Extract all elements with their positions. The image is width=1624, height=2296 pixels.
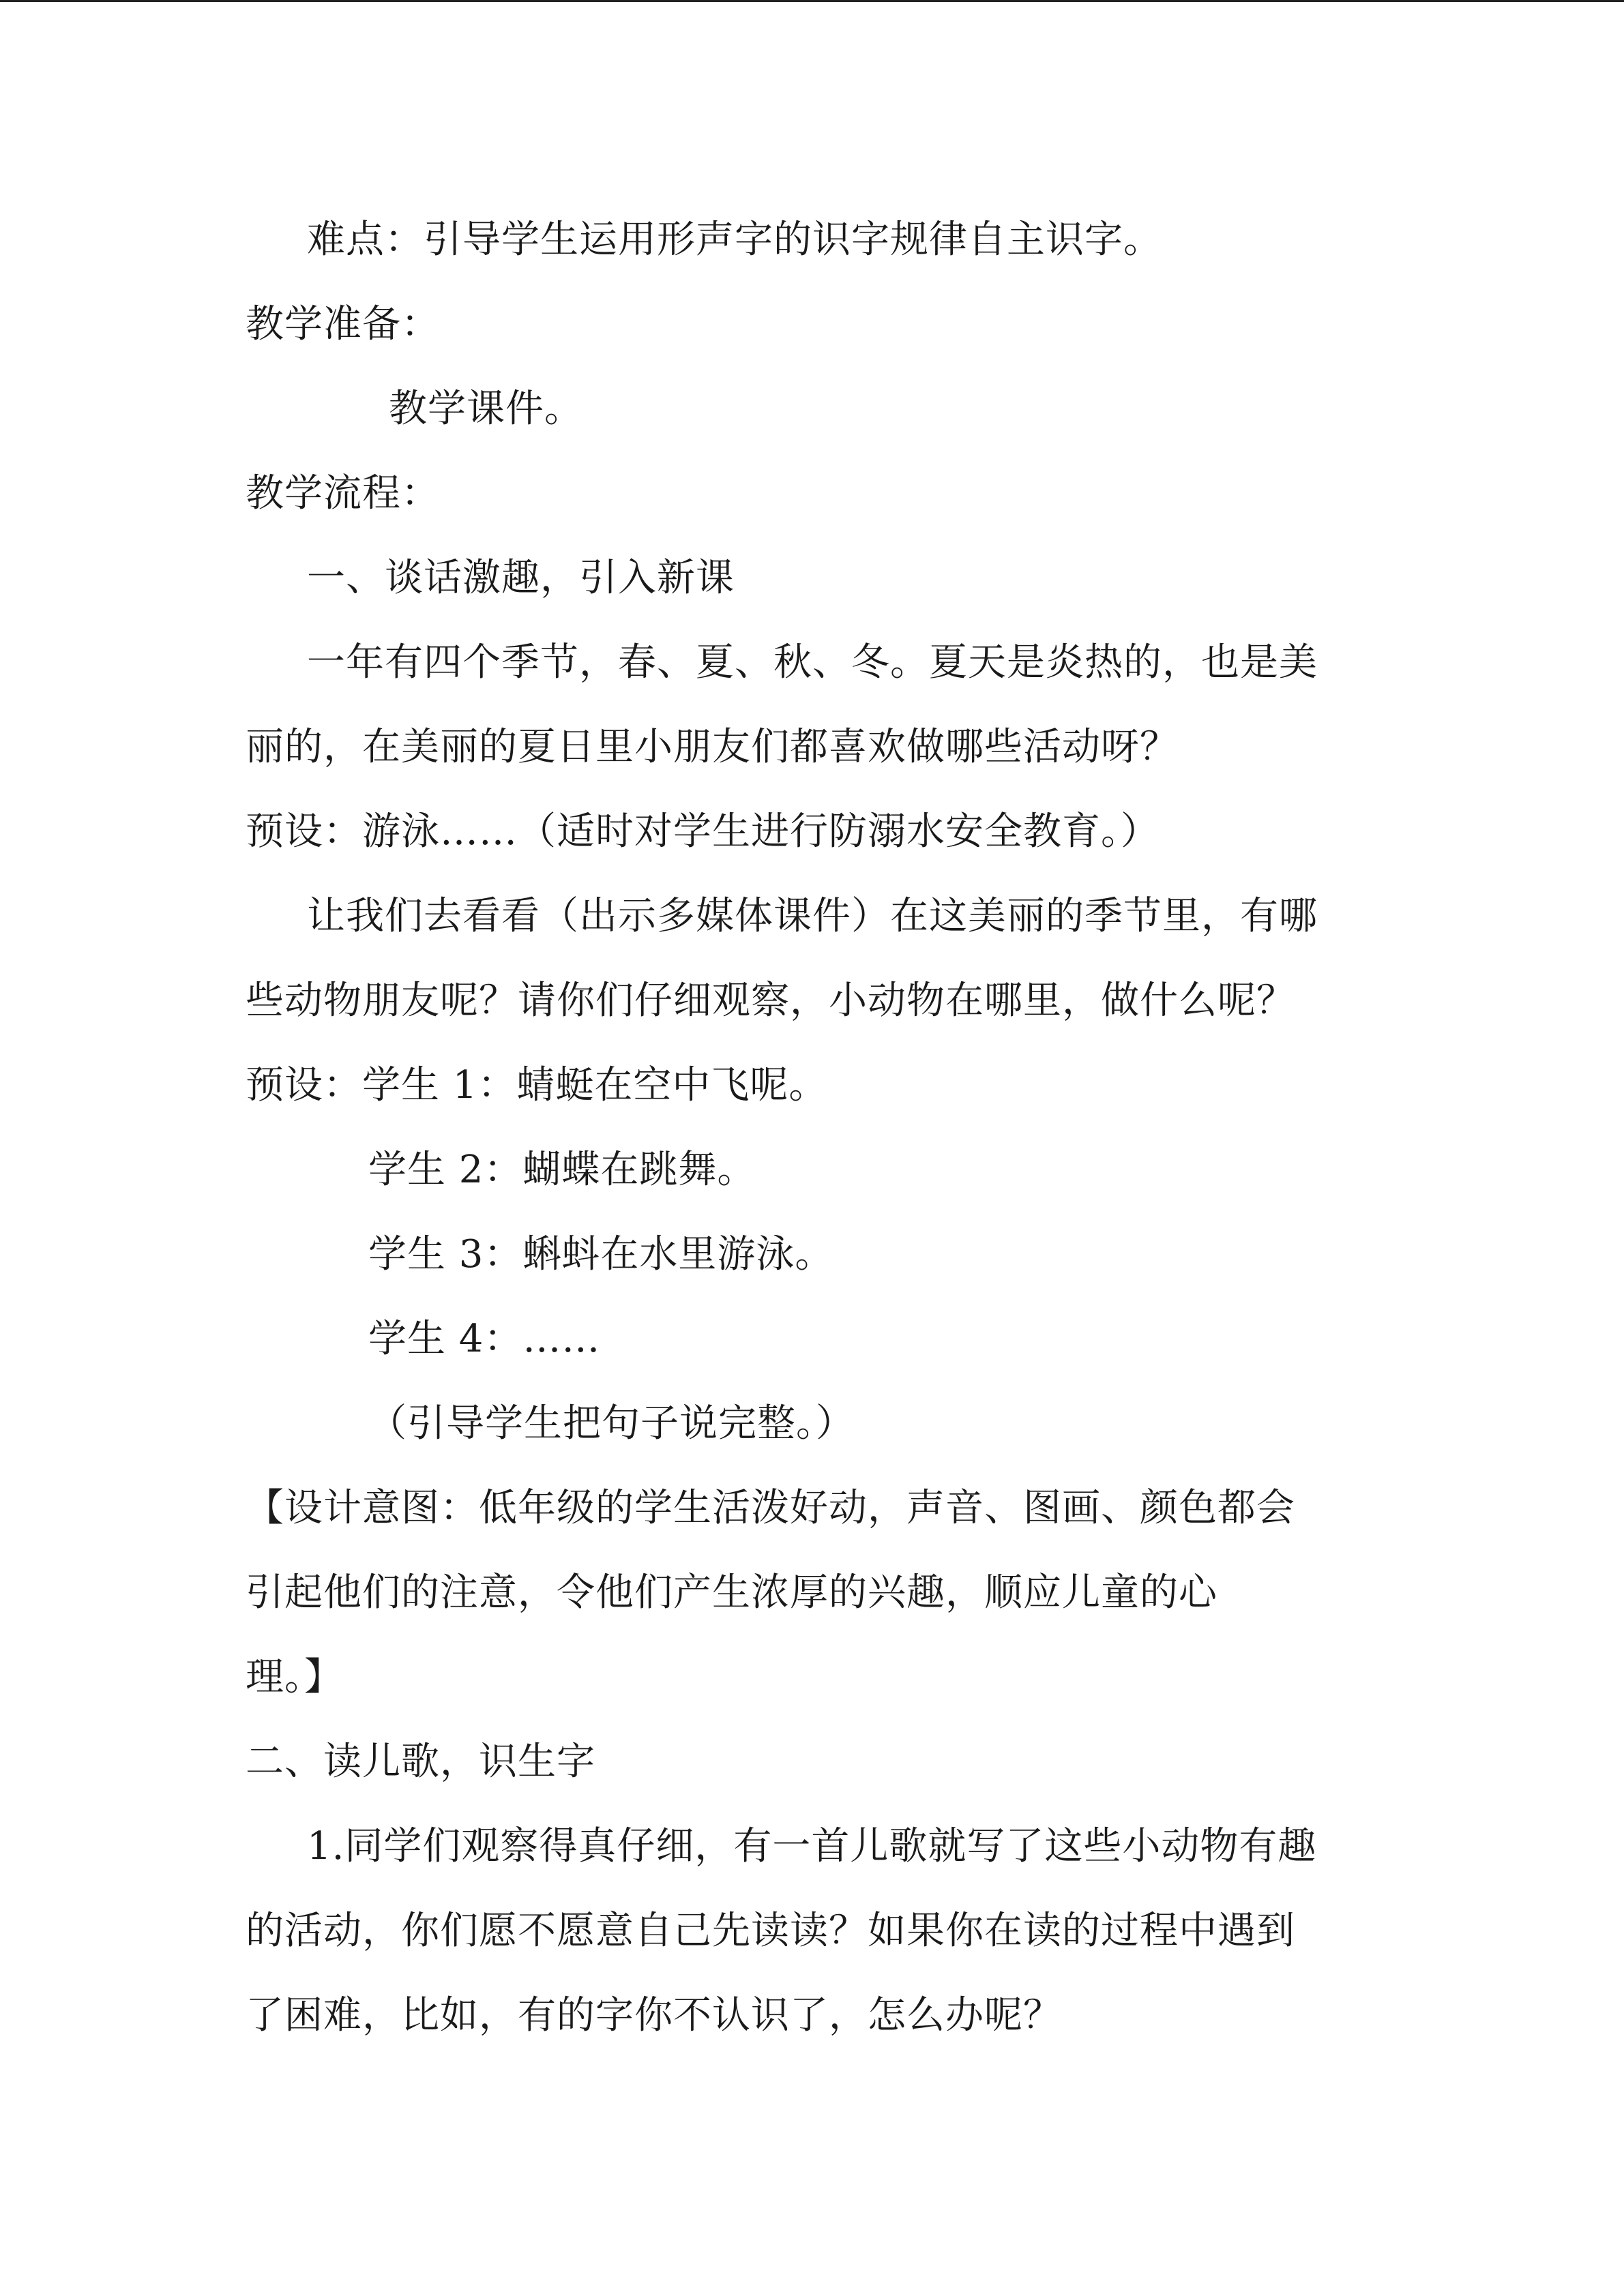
- guidance-note-line: （引导学生把句子说完整。）: [368, 1401, 855, 1446]
- preset-student-line: 学生 4：……: [368, 1317, 601, 1361]
- preset-student-line: 预设：学生 1：蜻蜓在空中飞呢。: [246, 1063, 828, 1107]
- paragraph-line: 了困难，比如，有的字你不认识了，怎么办呢？: [246, 1993, 1062, 2038]
- design-intent-line: 引起他们的注意，令他们产生浓厚的兴趣，顺应儿童的心: [246, 1570, 1217, 1615]
- teaching-process-heading: 教学流程：: [246, 471, 440, 516]
- paragraph-line: 些动物朋友呢？请你们仔细观察，小动物在哪里，做什么呢？: [246, 979, 1295, 1023]
- paragraph-line: 1.同学们观察得真仔细，有一首儿歌就写了这些小动物有趣: [307, 1824, 1317, 1868]
- design-intent-line: 【设计意图：低年级的学生活泼好动，声音、图画、颜色都会: [246, 1486, 1295, 1530]
- paragraph-line: 让我们去看看（出示多媒体课件）在这美丽的季节里，有哪: [307, 894, 1318, 938]
- section-two-heading: 二、读儿歌，识生字: [246, 1740, 595, 1784]
- design-intent-line: 理。】: [246, 1655, 343, 1699]
- paragraph-line: 的活动，你们愿不愿意自己先读读？如果你在读的过程中遇到: [246, 1909, 1295, 1953]
- preset-student-line: 学生 2：蝴蝶在跳舞。: [368, 1148, 756, 1192]
- preset-line: 预设：游泳……（适时对学生进行防溺水安全教育。）: [246, 809, 1160, 854]
- paragraph-line: 一年有四个季节，春、夏、秋、冬。夏天是炎热的，也是美: [307, 640, 1318, 685]
- paragraph-line: 丽的，在美丽的夏日里小朋友们都喜欢做哪些活动呀？: [246, 725, 1179, 769]
- preset-student-line: 学生 3：蝌蚪在水里游泳。: [368, 1232, 834, 1277]
- teaching-materials-line: 教学课件。: [389, 387, 583, 431]
- teaching-preparation-heading: 教学准备：: [246, 302, 440, 346]
- section-one-heading: 一、谈话激趣，引入新课: [307, 556, 735, 600]
- difficulty-line: 难点：引导学生运用形声字的识字规律自主识字。: [307, 218, 1162, 262]
